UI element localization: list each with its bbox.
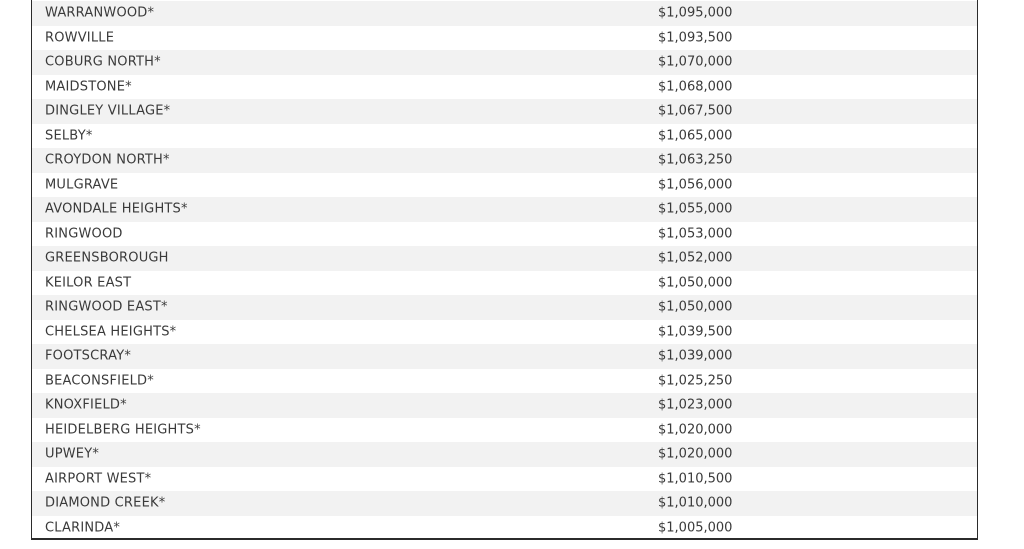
price-cell: $1,010,000 <box>658 495 733 511</box>
table-row <box>32 197 977 222</box>
table-row <box>32 271 977 296</box>
price-cell: $1,053,000 <box>658 226 733 242</box>
table-row <box>32 320 977 345</box>
suburb-cell: RINGWOOD <box>45 226 123 242</box>
price-cell: $1,005,000 <box>658 520 733 536</box>
suburb-cell: COBURG NORTH* <box>45 54 161 70</box>
price-cell: $1,039,500 <box>658 324 733 340</box>
suburb-cell: DINGLEY VILLAGE* <box>45 103 171 119</box>
suburb-cell: WARRANWOOD* <box>45 5 155 21</box>
suburb-cell: CHELSEA HEIGHTS* <box>45 324 177 340</box>
suburb-cell: UPWEY* <box>45 446 100 462</box>
table-row <box>32 222 977 247</box>
table-row <box>32 75 977 100</box>
table-row <box>32 246 977 271</box>
suburb-cell: MULGRAVE <box>45 177 119 193</box>
price-cell: $1,055,000 <box>658 201 733 217</box>
price-cell: $1,025,250 <box>658 373 733 389</box>
table-row <box>32 369 977 394</box>
price-cell: $1,067,500 <box>658 103 733 119</box>
price-cell: $1,063,250 <box>658 152 733 168</box>
suburb-cell: MAIDSTONE* <box>45 79 132 95</box>
table-row <box>32 295 977 320</box>
table-row <box>32 50 977 75</box>
suburb-cell: RINGWOOD EAST* <box>45 299 168 315</box>
suburb-cell: BEACONSFIELD* <box>45 373 154 389</box>
suburb-cell: CLARINDA* <box>45 520 121 536</box>
table-row <box>32 516 977 541</box>
table-row <box>32 344 977 369</box>
price-cell: $1,052,000 <box>658 250 733 266</box>
price-cell: $1,050,000 <box>658 299 733 315</box>
table-row <box>32 1 977 26</box>
suburb-cell: ROWVILLE <box>45 30 115 46</box>
table-row <box>32 491 977 516</box>
suburb-cell: AVONDALE HEIGHTS* <box>45 201 188 217</box>
price-cell: $1,023,000 <box>658 397 733 413</box>
suburb-cell: CROYDON NORTH* <box>45 152 170 168</box>
price-cell: $1,068,000 <box>658 79 733 95</box>
suburb-cell: HEIDELBERG HEIGHTS* <box>45 422 201 438</box>
table-row <box>32 99 977 124</box>
price-cell: $1,093,500 <box>658 30 733 46</box>
suburb-cell: SELBY* <box>45 128 93 144</box>
table-row <box>32 442 977 467</box>
suburb-cell: FOOTSCRAY* <box>45 348 132 364</box>
price-cell: $1,050,000 <box>658 275 733 291</box>
price-cell: $1,020,000 <box>658 446 733 462</box>
table-row <box>32 148 977 173</box>
table-row <box>32 393 977 418</box>
price-cell: $1,020,000 <box>658 422 733 438</box>
price-cell: $1,070,000 <box>658 54 733 70</box>
price-cell: $1,039,000 <box>658 348 733 364</box>
suburb-cell: DIAMOND CREEK* <box>45 495 166 511</box>
table-row <box>32 467 977 492</box>
table-row <box>32 173 977 198</box>
price-cell: $1,010,500 <box>658 471 733 487</box>
suburb-cell: KNOXFIELD* <box>45 397 127 413</box>
suburb-cell: KEILOR EAST <box>45 275 132 291</box>
suburb-cell: AIRPORT WEST* <box>45 471 152 487</box>
table-row <box>32 26 977 51</box>
suburb-price-table <box>31 0 978 540</box>
suburb-cell: GREENSBOROUGH <box>45 250 169 266</box>
price-cell: $1,065,000 <box>658 128 733 144</box>
price-cell: $1,056,000 <box>658 177 733 193</box>
table-row <box>32 124 977 149</box>
price-cell: $1,095,000 <box>658 5 733 21</box>
table-row <box>32 418 977 443</box>
